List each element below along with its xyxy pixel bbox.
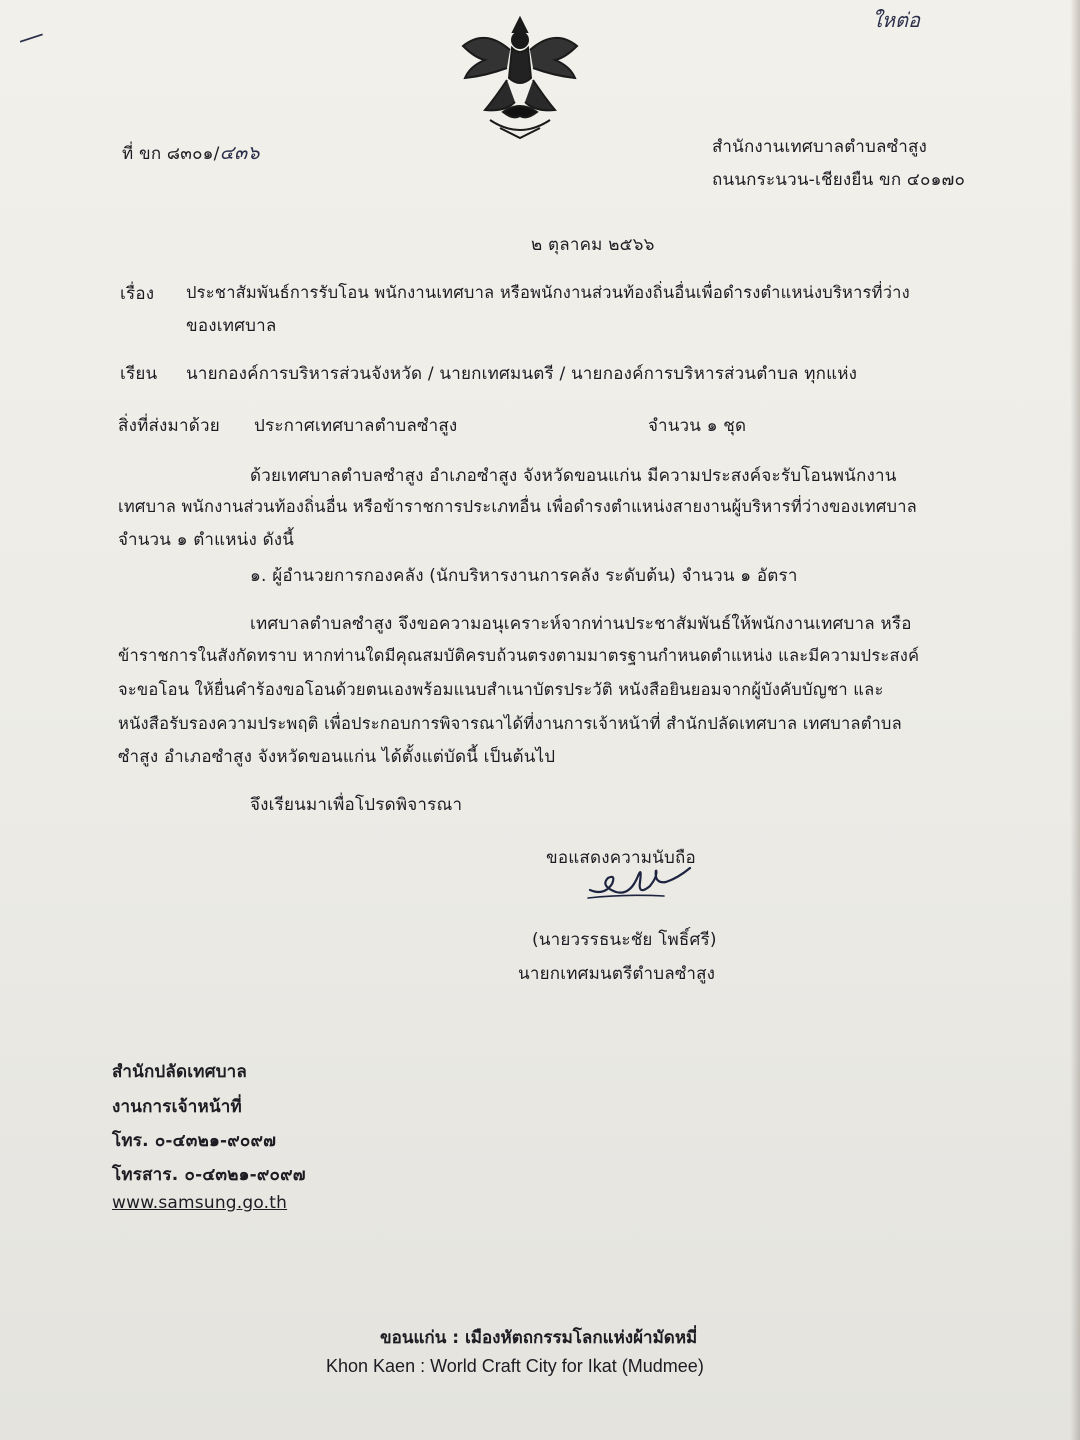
closing-request: จึงเรียนมาเพื่อโปรดพิจารณา [250,795,463,815]
signatory-position: นายกเทศมนตรีตำบลซำสูง [518,964,716,984]
position-item-1: ๑. ผู้อำนวยการกองคลัง (นักบริหารงานการคลัง ระดับต้น) จำนวน ๑ อัตรา [250,566,798,586]
contact-section: งานการเจ้าหน้าที่ [112,1097,242,1117]
paragraph-1-line-2: เทศบาล พนักงานส่วนท้องถิ่นอื่น หรือข้าราชการประเภทอื่น เพื่อดำรงตำแหน่งสายงานผู้บริหารที่ว่างของเทศบาล [118,497,917,516]
reference-handwritten: ๔๓๖ [219,142,260,164]
contact-phone: โทร. ๐-๔๓๒๑-๙๐๙๗ [112,1131,277,1151]
subject-line-2: ของเทศบาล [186,316,277,336]
garuda-emblem-icon [455,8,585,143]
enclosure-quantity: จำนวน ๑ ชุด [648,416,747,436]
regards: ขอแสดงความนับถือ [546,848,696,868]
subject-line-1: ประชาสัมพันธ์การรับโอน พนักงานเทศบาล หรือพนักงานส่วนท้องถิ่นอื่นเพื่อดำรงตำแหน่งบริหารที่ว่าง [186,283,910,302]
recipient-text: นายกองค์การบริหารส่วนจังหวัด / นายกเทศมนตรี / นายกองค์การบริหารส่วนตำบล ทุกแห่ง [186,364,858,384]
handwritten-note: ใหต่อ [872,8,920,32]
office-address: ถนนกระนวน-เชียงยืน ขก ๔๐๑๗๐ [712,170,966,190]
office-name: สำนักงานเทศบาลตำบลซำสูง [712,137,928,157]
footer-slogan-thai: ขอนแก่น : เมืองหัตถกรรมโลกแห่งผ้ามัดหมี่ [380,1328,698,1348]
website-link[interactable]: www.samsung.go.th [112,1193,288,1213]
contact-office: สำนักปลัดเทศบาล [112,1062,248,1082]
reference-prefix: ที่ ขก ๘๓๐๑/ [122,144,220,164]
enclosure-text: ประกาศเทศบาลตำบลซำสูง [254,416,458,436]
letter-date: ๒ ตุลาคม ๒๕๖๖ [531,235,655,255]
paragraph-2-line-2: ข้าราชการในสังกัดทราบ หากท่านใดมีคุณสมบัติครบถ้วนตรงตามมาตรฐานกำหนดตำแหน่ง และมีความประสงค์ [118,646,920,665]
handwritten-mark: — [14,18,48,56]
paragraph-2-line-1: เทศบาลตำบลซำสูง จึงขอความอนุเคราะห์จากท่านประชาสัมพันธ์ให้พนักงานเทศบาล หรือ [250,614,912,634]
paragraph-2-line-5: ซำสูง อำเภอซำสูง จังหวัดขอนแก่น ได้ตั้งแต่บัดนี้ เป็นต้นไป [118,747,556,767]
paragraph-1-line-3: จำนวน ๑ ตำแหน่ง ดังนี้ [118,530,295,550]
subject-label: เรื่อง [120,284,155,304]
signatory-name: (นายวรรธนะชัย โพธิ์ศรี) [532,930,717,950]
footer-slogan-english: Khon Kaen : World Craft City for Ikat (Mudmee) [326,1356,704,1376]
contact-fax: โทรสาร. ๐-๔๓๒๑-๙๐๙๗ [112,1165,306,1185]
enclosure-label: สิ่งที่ส่งมาด้วย [118,416,220,436]
reference-number [122,138,260,168]
paragraph-2-line-3: จะขอโอน ให้ยื่นคำร้องขอโอนด้วยตนเองพร้อมแนบสำเนาบัตรประวัติ หนังสือยินยอมจากผู้บังคับบัญชา และ [118,680,884,699]
paragraph-2-line-4: หนังสือรับรองความประพฤติ เพื่อประกอบการพิจารณาได้ที่งานการเจ้าหน้าที่ สำนักปลัดเทศบาล เทศบาลตำบล [118,714,902,733]
recipient-label: เรียน [120,364,158,384]
signature-icon [586,856,696,906]
paragraph-1-line-1: ด้วยเทศบาลตำบลซำสูง อำเภอซำสูง จังหวัดขอนแก่น มีความประสงค์จะรับโอนพนักงาน [250,466,897,486]
